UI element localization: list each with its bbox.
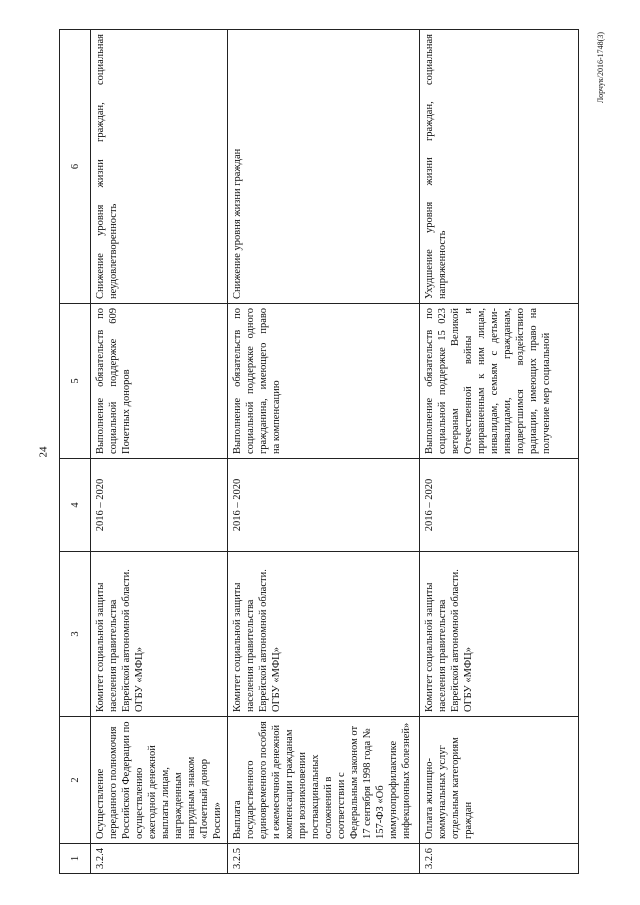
measure-result: Выполнение обязательств по социальной поддержке 609 Почетных доноров <box>91 304 228 459</box>
row-number: 3.2.5 <box>228 844 420 874</box>
measure-consequence: Снижение уровня жизни граждан, социальная неудовлетворенность <box>91 30 228 304</box>
header-cell: 1 <box>60 844 91 874</box>
header-row <box>60 30 91 874</box>
measure-description: Выплата государственного единовременного пособия и ежемесячной денежной компенсации гражданам при возникновении поствакцинальных осложнений в соответствии с Федеральным законом от 17 сентября 1998 года № 157-ФЗ «Об иммунопрофилактике инфекционных болезней» <box>228 717 420 844</box>
header-cell: 2 <box>60 717 91 844</box>
table-row <box>228 30 420 874</box>
document-reference-text: Лорчук/2016-1748(3) <box>596 32 605 104</box>
measure-period: 2016 – 2020 <box>228 459 420 552</box>
row-number: 3.2.6 <box>420 844 579 874</box>
page-number: 24 <box>37 446 50 458</box>
measure-period: 2016 – 2020 <box>91 459 228 552</box>
measure-consequence: Снижение уровня жизни граждан <box>228 30 420 304</box>
measure-executor: Комитет социальной защиты населения правительства Еврейской автономной области. ОГБУ «МФЦ» <box>91 552 228 717</box>
header-cell: 4 <box>60 459 91 552</box>
measure-description: Оплата жилищно-коммунальных услуг отдельным категориям граждан <box>420 717 579 844</box>
measure-result: Выполнение обязательств по социальной поддержке одного гражданина, имеющего право на компенсацию <box>228 304 420 459</box>
measures-table <box>59 29 579 874</box>
header-cell: 3 <box>60 552 91 717</box>
measure-description: Осуществление переданного полномочия Российской Федерации по осуществлению ежегодной денежной выплаты лицам, награжденным нагрудным знаком «Почетный донор России» <box>91 717 228 844</box>
measure-executor: Комитет социальной защиты населения правительства Еврейской автономной области. ОГБУ «МФЦ» <box>228 552 420 717</box>
table-row <box>420 30 579 874</box>
measure-executor: Комитет социальной защиты населения правительства Еврейской автономной области. ОГБУ «МФЦ» <box>420 552 579 717</box>
table-row <box>91 30 228 874</box>
measure-result: Выполнение обязательств по социальной поддержке 15 023 ветеранам Великой Отечественной войны и приравненным к ним лицам, инвалидам, семьям с детьми-инвалидами, гражданам, подвергшимся воздействию радиации, имеющих право на получение мер социальной <box>420 304 579 459</box>
header-cell: 6 <box>60 30 91 304</box>
header-cell: 5 <box>60 304 91 459</box>
measure-period: 2016 – 2020 <box>420 459 579 552</box>
row-number: 3.2.4 <box>91 844 228 874</box>
program-table <box>59 30 579 874</box>
measure-consequence: Ухудшение уровня жизни граждан, социальная напряженность <box>420 30 579 304</box>
